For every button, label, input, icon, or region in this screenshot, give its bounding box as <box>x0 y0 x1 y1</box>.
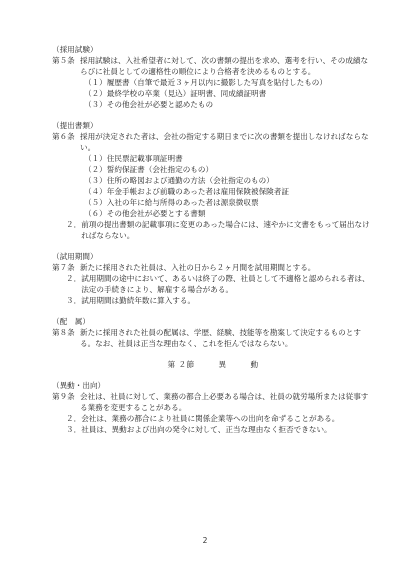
article-9-paragraph-2-text: 会社は、業務の都合により社員に関係企業等への出向を命ずることがある。 <box>81 414 340 423</box>
article-6-item-5: （５）入社の年に給与所得のあった者は源泉徴収票 <box>84 198 259 207</box>
article-6-item-4: （４）年金手帳および前職のあった者は雇用保険被保険者証 <box>84 187 289 196</box>
article-6-number: 第６条 <box>52 132 75 141</box>
article-7-body: 新たに採用された社員は、入社の日から２ヶ月間を試用期間とする。 <box>80 263 316 272</box>
article-9-paragraph-3 <box>52 424 374 435</box>
article-7-number: 第７条 <box>52 263 75 272</box>
article-9-paragraph-3-text: 社員は、異動および出向の発令に対して、正当な理由なく拒否できない。 <box>81 425 332 434</box>
article-5-body: 採用試験は、入社希望者に対して、次の書類の提出を求め、選考を行い、その成績ならびに社員としての適格性の順位により合格者を決めるものとする。 <box>80 56 369 76</box>
section-title-char-2: 動 <box>250 360 259 369</box>
article-6-item-6: （６）その他会社が必要とする書類 <box>84 209 206 218</box>
article-9-body: 会社は、社員に対して、業務の都合上必要ある場合は、社員の就労場所または従事する業務を変更することがある。 <box>80 392 369 412</box>
article-9-number: 第９条 <box>52 392 75 401</box>
article-8-body: 新たに採用された社員の配属は、学歴、経験、技能等を勘案して決定するものとする。なお、社員は正当な理由なく、これを拒んではならない。 <box>80 328 361 348</box>
heading-article-5: （採用試験） <box>52 45 98 54</box>
article-5 <box>52 55 374 77</box>
article-6-paragraph-2 <box>52 219 374 241</box>
article-5-item-2: （２）最終学校の卒業（見込）証明書、同成績証明書 <box>84 89 267 98</box>
article-7-paragraph-3-text: 試用期間は勤続年数に算入する。 <box>81 296 196 305</box>
heading-article-8: （配 属） <box>52 317 90 326</box>
article-7-paragraph-3-number: ３． <box>66 296 82 305</box>
article-6-paragraph-2-text: 前項の提出書類の記載事項に変更のあった場合には、速やかに文書をもって届出なければならない。 <box>81 220 370 240</box>
section-title <box>52 359 374 370</box>
article-5-number: 第５条 <box>52 56 75 65</box>
article-7-paragraph-2-text: 試用期間の途中において、あるいは終了の際、社員として不適格と認められる者は、法定の手続きにより、解雇する場合がある。 <box>81 274 370 294</box>
article-6-item-1: （１）住民票記載事項証明書 <box>84 154 183 163</box>
heading-article-9: （異動・出向） <box>52 381 106 390</box>
heading-article-6: （提出書類） <box>52 121 98 130</box>
article-8 <box>52 327 374 349</box>
article-6-body: 採用が決定された者は、会社の指定する期日までに次の書類を提出しなければならない。 <box>80 132 369 152</box>
article-5-item-1: （１）履歴書（自筆で最近３ヶ月以内に撮影した写真を貼付したもの） <box>84 78 327 87</box>
heading-article-7: （試用期間） <box>52 252 98 261</box>
section-number: 第 ２節 <box>167 360 195 369</box>
page-number: 2 <box>202 536 208 545</box>
article-7-paragraph-3 <box>52 295 374 306</box>
article-7 <box>52 262 374 273</box>
article-9-paragraph-3-number: ３． <box>66 425 82 434</box>
article-7-paragraph-2-number: ２． <box>66 274 82 283</box>
article-7-paragraph-2 <box>52 273 374 295</box>
article-6-item-2: （２）誓約保証書（会社指定のもの） <box>84 165 214 174</box>
article-6-item-3: （３）住所の略図および通勤の方法（会社指定のもの） <box>84 176 274 185</box>
article-9 <box>52 391 374 413</box>
document-body <box>52 44 374 435</box>
article-5-item-3: （３）その他会社が必要と認めたもの <box>84 100 214 109</box>
article-9-paragraph-2 <box>52 413 374 424</box>
article-6-paragraph-2-number: ２． <box>66 220 82 229</box>
article-6 <box>52 131 374 153</box>
article-9-paragraph-2-number: ２． <box>66 414 82 423</box>
article-8-number: 第８条 <box>52 328 75 337</box>
section-title-char-1: 異 <box>218 360 227 369</box>
